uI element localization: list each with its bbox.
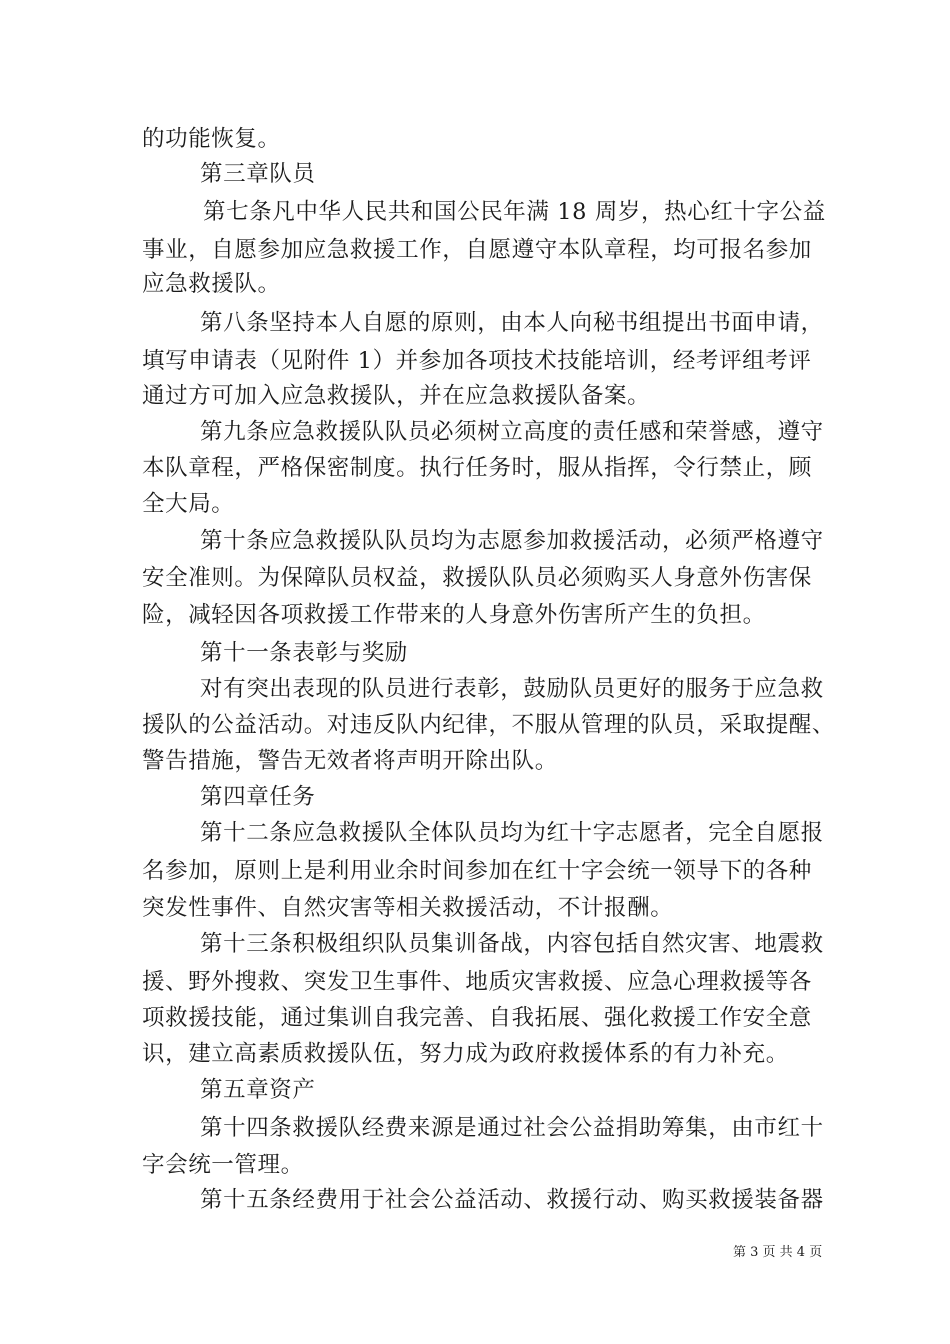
text-line: 全大局。 [142, 491, 235, 517]
text-line: 第十二条应急救援队全体队员均为红十字志愿者，完全自愿报 [200, 820, 824, 846]
chapter-heading: 第三章队员 [200, 161, 316, 187]
text-line: 第九条应急救援队队员必须树立高度的责任感和荣誉感，遵守 [200, 419, 824, 445]
text-line: 援队的公益活动。对违反队内纪律，不服从管理的队员，采取提醒、 [142, 712, 836, 738]
page-number: 第 3 页 共 4 页 [733, 1245, 823, 1260]
text-line: 警告措施，警告无效者将声明开除出队。 [142, 748, 558, 774]
chapter-heading: 第四章任务 [200, 784, 316, 810]
text-line: 项救援技能，通过集训自我完善、自我拓展、强化救援工作安全意 [142, 1005, 812, 1031]
text-line: 突发性事件、自然灾害等相关救援活动，不计报酬。 [142, 895, 674, 921]
text-line: 第十条应急救援队队员均为志愿参加救援活动，必须严格遵守 [200, 528, 824, 554]
text-line: 应急救援队。 [142, 271, 281, 297]
text-line: 字会统一管理。 [142, 1152, 304, 1178]
text-line: 第七条凡中华人民共和国公民年满 18 周岁，热心红十字公益 [203, 199, 826, 225]
text-line: 第八条坚持本人自愿的原则，由本人向秘书组提出书面申请， [200, 310, 824, 336]
text-line: 识，建立高素质救援队伍，努力成为政府救援体系的有力补充。 [142, 1041, 789, 1067]
text-line: 险，减轻因各项救援工作带来的人身意外伤害所产生的负担。 [142, 602, 766, 628]
text-line: 的功能恢复。 [142, 126, 281, 152]
text-line: 本队章程，严格保密制度。执行任务时，服从指挥，令行禁止，顾 [142, 455, 812, 481]
text-line: 第十三条积极组织队员集训备战，内容包括自然灾害、地震救 [200, 931, 824, 957]
text-line: 援、野外搜救、突发卫生事件、地质灾害救援、应急心理救援等各 [142, 969, 812, 995]
text-line: 事业，自愿参加应急救援工作，自愿遵守本队章程，均可报名参加 [142, 237, 812, 263]
text-line: 第十四条救援队经费来源是通过社会公益捐助筹集，由市红十 [200, 1115, 824, 1141]
chapter-heading: 第五章资产 [200, 1077, 316, 1103]
text-line: 填写申请表（见附件 1）并参加各项技术技能培训，经考评组考评 [142, 348, 812, 374]
text-line: 通过方可加入应急救援队，并在应急救援队备案。 [142, 383, 651, 409]
text-line: 名参加，原则上是利用业余时间参加在红十字会统一领导下的各种 [142, 858, 812, 884]
text-line: 第十五条经费用于社会公益活动、救援行动、购买救援装备器 [200, 1187, 824, 1213]
text-line: 安全准则。为保障队员权益，救援队队员必须购买人身意外伤害保 [142, 565, 812, 591]
section-heading: 第十一条表彰与奖励 [200, 640, 408, 666]
text-line: 对有突出表现的队员进行表彰，鼓励队员更好的服务于应急救 [200, 676, 824, 702]
